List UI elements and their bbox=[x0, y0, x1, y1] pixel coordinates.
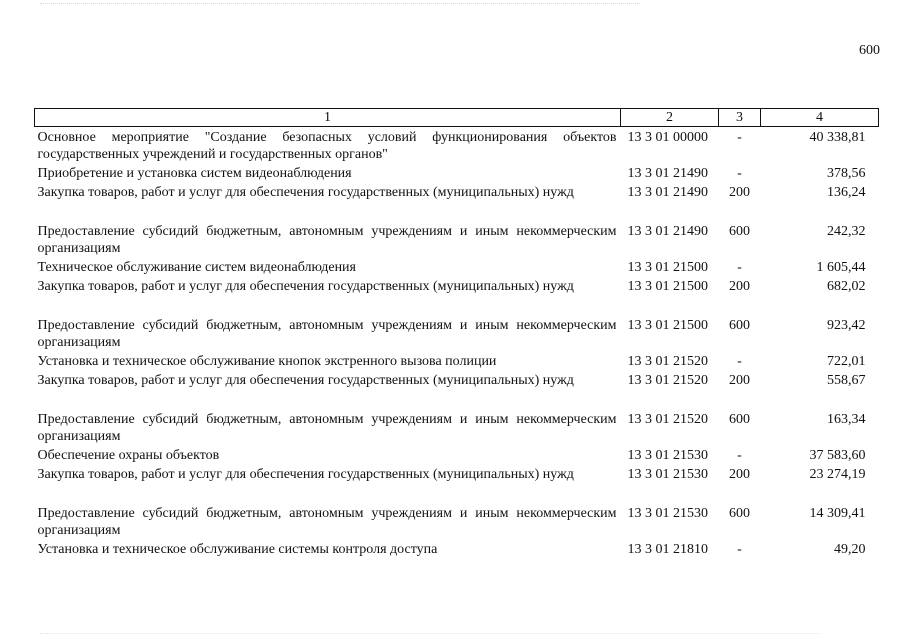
row-code: 13 3 01 21490 bbox=[627, 166, 708, 181]
table-row bbox=[35, 372, 879, 411]
budget-table bbox=[34, 108, 879, 560]
row-code: 13 3 01 21520 bbox=[627, 373, 708, 388]
row-type: - bbox=[737, 448, 742, 463]
column-header-1: 1 bbox=[35, 109, 621, 127]
table-row bbox=[35, 259, 879, 278]
row-name: Основное мероприятие "Создание безопасных условий функционирования объектов государственных учреждений и государственных органов" bbox=[37, 130, 617, 162]
row-amount: 23 274,19 bbox=[809, 467, 866, 482]
row-code: 13 3 01 21530 bbox=[627, 506, 708, 521]
table-row bbox=[35, 278, 879, 317]
row-name: Закупка товаров, работ и услуг для обеспечения государственных (муниципальных) нужд bbox=[37, 185, 574, 200]
row-amount: 40 338,81 bbox=[809, 130, 866, 145]
row-code: 13 3 01 21810 bbox=[627, 542, 708, 557]
row-name: Установка и техническое обслуживание кнопок экстренного вызова полиции bbox=[37, 354, 497, 369]
table-row bbox=[35, 447, 879, 466]
table-row bbox=[35, 184, 879, 223]
row-code: 13 3 01 21520 bbox=[627, 354, 708, 369]
row-name: Предоставление субсидий бюджетным, автономным учреждениям и иным некоммерческим организациям bbox=[37, 318, 617, 350]
row-code: 13 3 01 00000 bbox=[627, 130, 708, 145]
row-name: Техническое обслуживание систем видеонаблюдения bbox=[37, 260, 356, 275]
row-code: 13 3 01 21530 bbox=[627, 448, 708, 463]
table-row bbox=[35, 466, 879, 505]
row-type: 200 bbox=[729, 185, 750, 200]
column-header-4: 4 bbox=[761, 109, 879, 127]
row-code: 13 3 01 21520 bbox=[627, 412, 708, 427]
row-name: Предоставление субсидий бюджетным, автономным учреждениям и иным некоммерческим организациям bbox=[37, 506, 617, 538]
scan-bottom-edge bbox=[40, 633, 820, 634]
row-type: 600 bbox=[729, 506, 750, 521]
row-name: Предоставление субсидий бюджетным, автономным учреждениям и иным некоммерческим организациям bbox=[37, 224, 617, 256]
row-type: - bbox=[737, 354, 742, 369]
row-amount: 242,32 bbox=[827, 224, 866, 239]
row-amount: 923,42 bbox=[827, 318, 866, 333]
table-row bbox=[35, 411, 879, 447]
row-amount: 558,67 bbox=[827, 373, 866, 388]
row-amount: 37 583,60 bbox=[809, 448, 866, 463]
table-row bbox=[35, 353, 879, 372]
row-amount: 722,01 bbox=[827, 354, 866, 369]
row-type: - bbox=[737, 260, 742, 275]
row-type: 600 bbox=[729, 318, 750, 333]
row-name: Закупка товаров, работ и услуг для обеспечения государственных (муниципальных) нужд bbox=[37, 373, 574, 388]
row-code: 13 3 01 21500 bbox=[627, 318, 708, 333]
row-amount: 1 605,44 bbox=[816, 260, 866, 275]
row-name: Обеспечение охраны объектов bbox=[37, 448, 220, 463]
row-code: 13 3 01 21490 bbox=[627, 224, 708, 239]
row-type: - bbox=[737, 166, 742, 181]
row-name: Закупка товаров, работ и услуг для обеспечения государственных (муниципальных) нужд bbox=[37, 467, 574, 482]
row-amount: 49,20 bbox=[834, 542, 866, 557]
table-row bbox=[35, 505, 879, 541]
row-amount: 14 309,41 bbox=[809, 506, 866, 521]
row-amount: 136,24 bbox=[827, 185, 866, 200]
row-code: 13 3 01 21500 bbox=[627, 260, 708, 275]
table-header-row bbox=[35, 109, 879, 127]
row-name: Установка и техническое обслуживание системы контроля доступа bbox=[37, 542, 438, 557]
table-row bbox=[35, 223, 879, 259]
page-number: 600 bbox=[859, 43, 880, 58]
table-row bbox=[35, 165, 879, 184]
row-type: 200 bbox=[729, 373, 750, 388]
column-header-3: 3 bbox=[719, 109, 761, 127]
row-type: 600 bbox=[729, 224, 750, 239]
row-amount: 163,34 bbox=[827, 412, 866, 427]
row-code: 13 3 01 21500 bbox=[627, 279, 708, 294]
row-amount: 378,56 bbox=[827, 166, 866, 181]
table-row bbox=[35, 317, 879, 353]
row-amount: 682,02 bbox=[827, 279, 866, 294]
row-type: - bbox=[737, 130, 742, 145]
row-type: - bbox=[737, 542, 742, 557]
row-type: 200 bbox=[729, 279, 750, 294]
row-type: 200 bbox=[729, 467, 750, 482]
scan-top-edge bbox=[40, 3, 640, 4]
row-type: 600 bbox=[729, 412, 750, 427]
row-code: 13 3 01 21530 bbox=[627, 467, 708, 482]
row-name: Приобретение и установка систем видеонаблюдения bbox=[37, 166, 352, 181]
row-code: 13 3 01 21490 bbox=[627, 185, 708, 200]
table-row bbox=[35, 127, 879, 166]
table-row bbox=[35, 541, 879, 560]
row-name: Закупка товаров, работ и услуг для обеспечения государственных (муниципальных) нужд bbox=[37, 279, 574, 294]
column-header-2: 2 bbox=[621, 109, 719, 127]
row-name: Предоставление субсидий бюджетным, автономным учреждениям и иным некоммерческим организациям bbox=[37, 412, 617, 444]
